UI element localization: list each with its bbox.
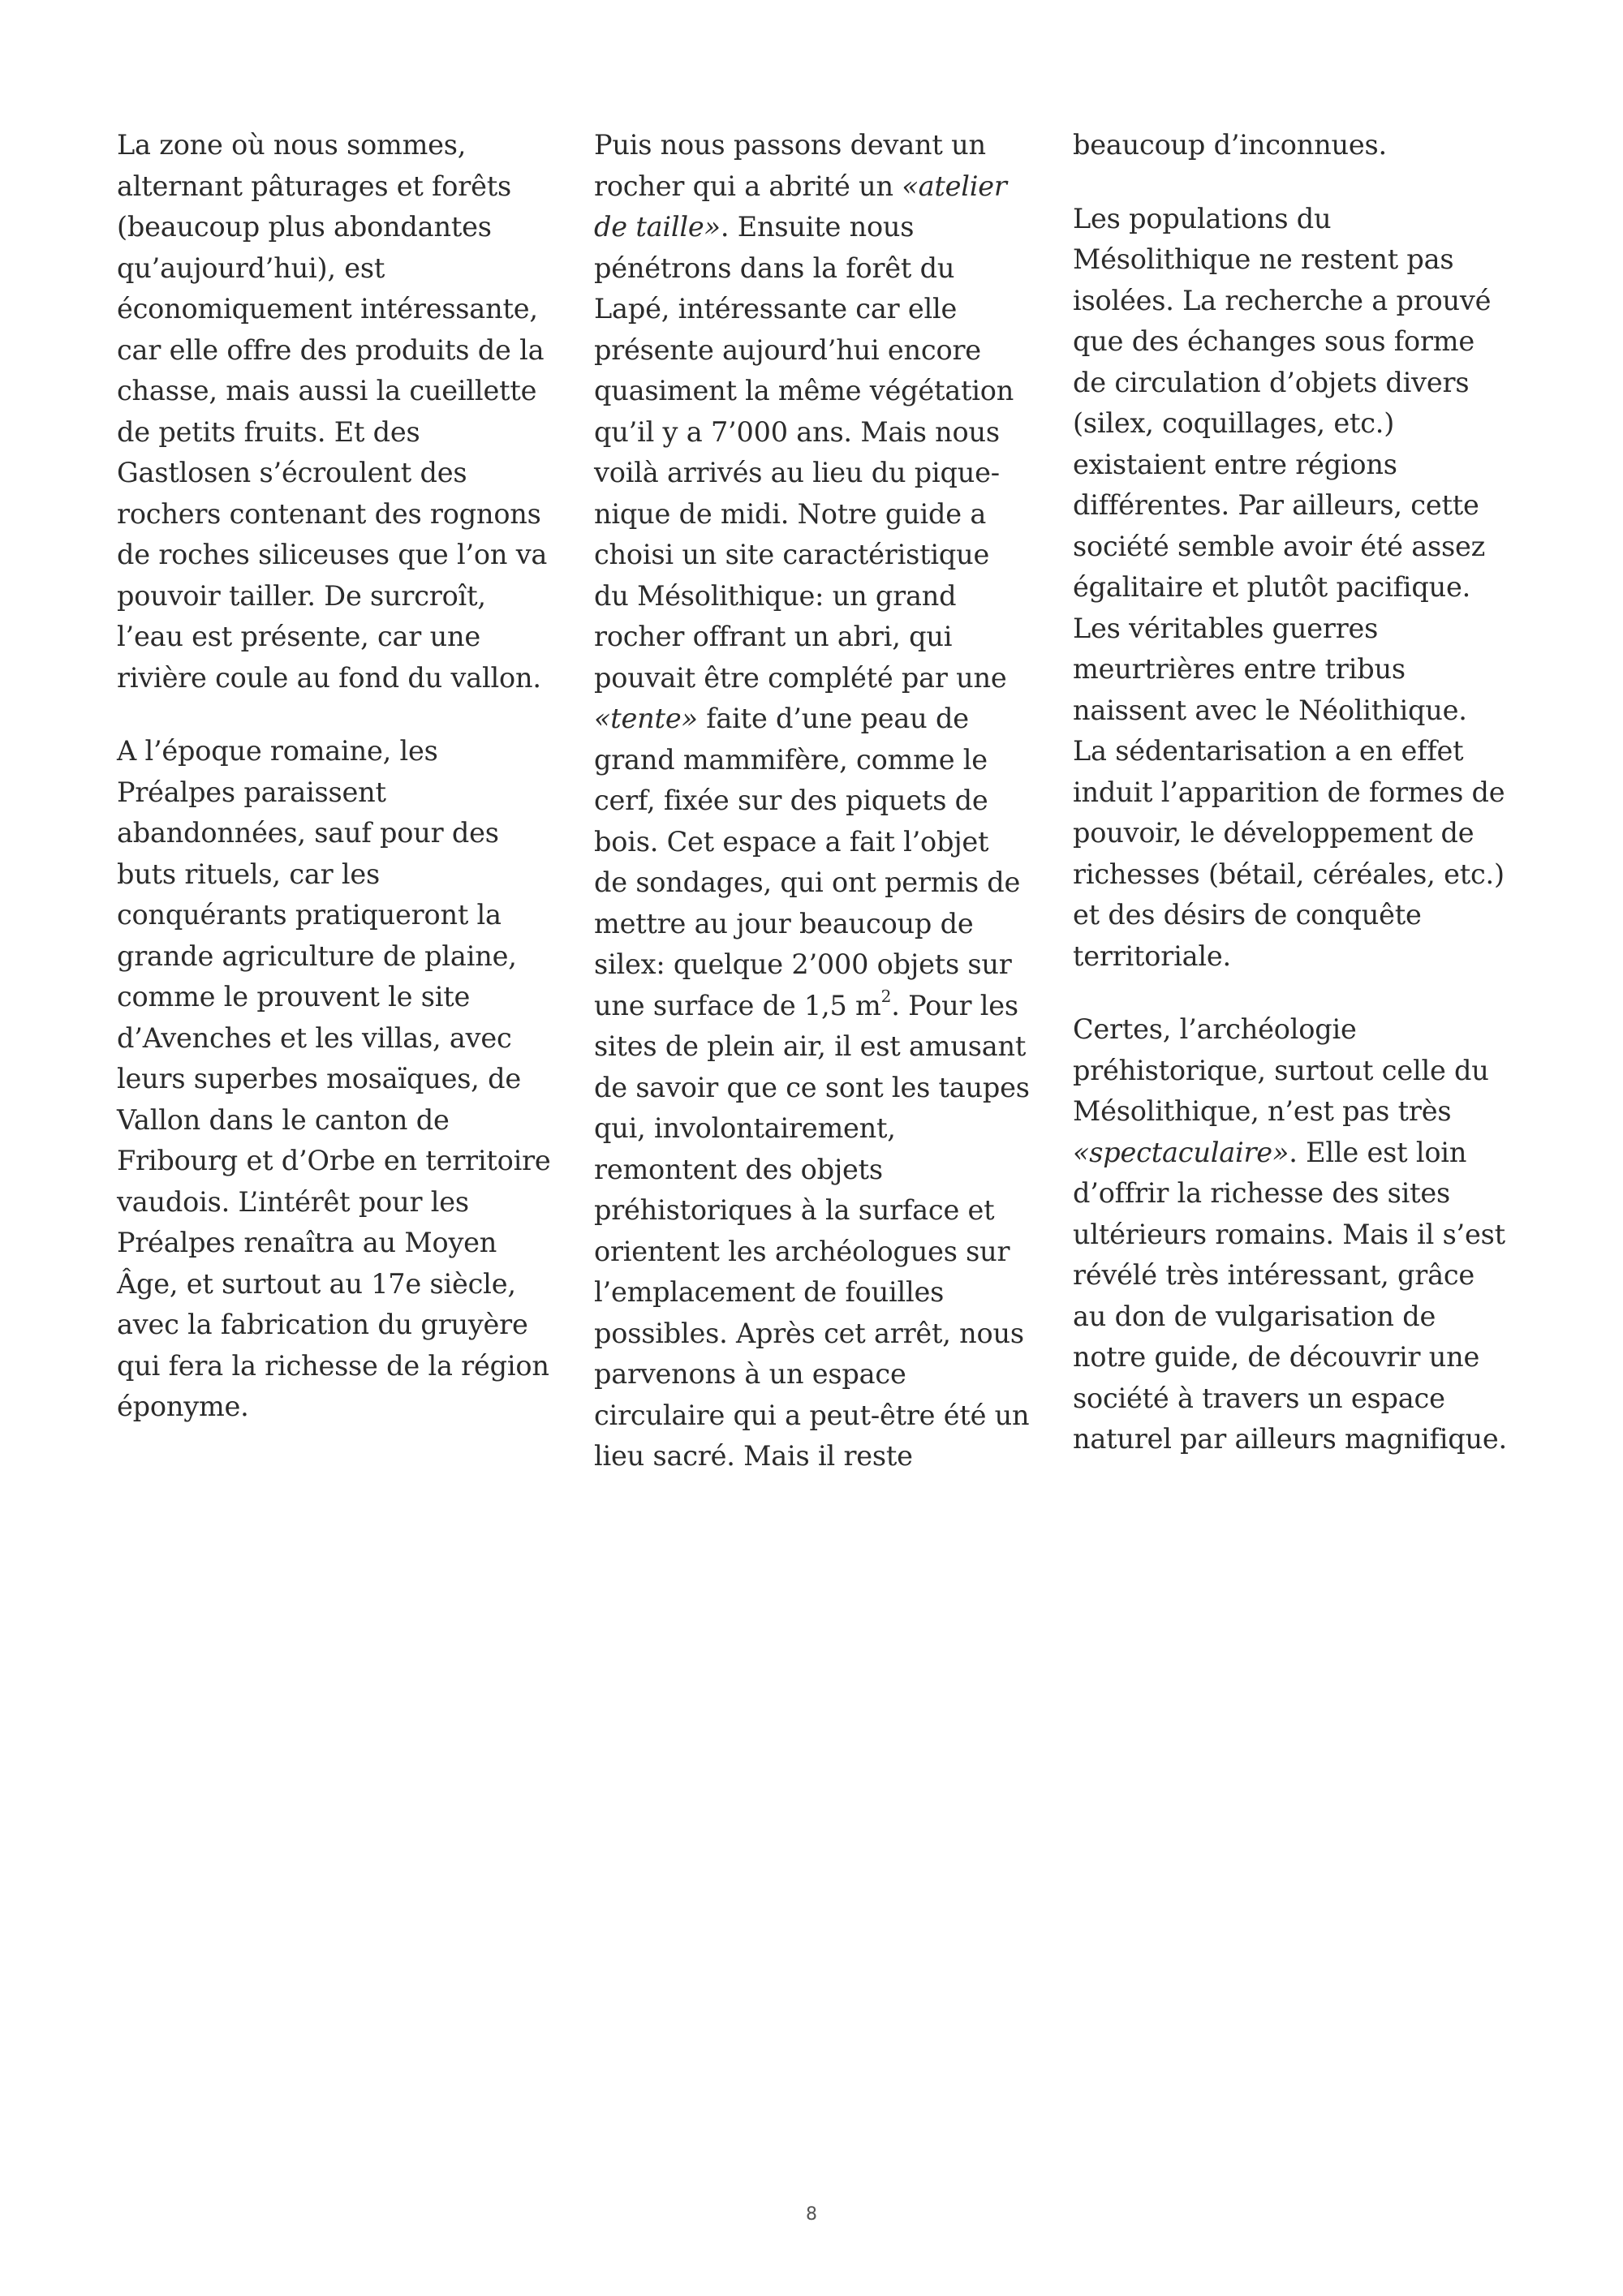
text-line [594,1150,1040,1191]
text-line [117,895,563,936]
text-line [1073,1051,1519,1092]
text-line [1073,690,1519,732]
text-run: naturel par ailleurs magnifique. [1073,1423,1507,1455]
text-run: sites de plein air, il est amusant [594,1030,1027,1062]
paragraph [1073,125,1519,166]
text-run: isolées. La recherche a prouvé [1073,284,1492,316]
text-line [1073,321,1519,363]
text-line [594,371,1040,412]
italic-text: «tente» [594,703,698,734]
text-line [1073,363,1519,404]
text-run: orientent les archéologues sur [594,1235,1010,1267]
text-run: rivière coule au fond du vallon. [117,661,541,694]
text-line [117,1305,563,1346]
text-run: préhistorique, surtout celle du [1073,1054,1489,1086]
text-line [117,1346,563,1387]
text-run: . Ensuite nous [720,211,915,243]
text-run: que des échanges sous forme [1073,325,1474,357]
text-column-2 [594,125,1040,1510]
text-line [1073,772,1519,814]
text-run: circulaire qui a peut-être été un [594,1399,1030,1431]
text-line [594,453,1040,494]
text-run: quasiment la même végétation [594,375,1014,406]
text-line [594,494,1040,535]
text-run: territoriale. [1073,939,1231,972]
text-run: économiquement intéressante, [117,293,538,325]
text-run: beaucoup d’inconnues. [1073,129,1387,161]
text-run: révélé très intéressant, grâce [1073,1259,1475,1291]
text-line [1073,567,1519,608]
text-run: nique de midi. Notre guide a [594,497,987,530]
text-line [1073,1133,1519,1174]
text-line [117,1182,563,1223]
text-line [594,699,1040,740]
text-line [117,289,563,330]
text-run: pouvait être complété par une [594,661,1007,694]
text-line [594,1026,1040,1068]
text-line [594,1190,1040,1232]
text-line [594,986,1040,1027]
text-line [594,1314,1040,1355]
text-line [117,1223,563,1264]
italic-text: «spectaculaire» [1073,1136,1289,1168]
superscript: 2 [880,986,892,1006]
paragraph [117,125,563,699]
text-line [1073,527,1519,568]
text-line [117,854,563,896]
text-run: lieu sacré. Mais il reste [594,1440,913,1472]
text-line [1073,125,1519,166]
text-line [1073,403,1519,445]
text-line [1073,1378,1519,1420]
text-run: qui fera la richesse de la région [117,1349,549,1382]
text-run: meurtrières entre tribus [1073,653,1406,685]
text-line [1073,731,1519,772]
text-line [117,1387,563,1428]
text-line [594,658,1040,699]
text-run: de sondages, qui ont permis de [594,866,1021,898]
text-run: différentes. Par ailleurs, cette [1073,489,1479,521]
text-line [1073,445,1519,486]
text-run: éponyme. [117,1391,249,1422]
text-run: au don de vulgarisation de [1073,1300,1436,1332]
text-line [117,1100,563,1142]
text-run: l’eau est présente, car une [117,621,480,652]
paragraph [117,731,563,1428]
text-run: remontent des objets [594,1153,883,1185]
text-run: Âge, et surtout au 17e siècle, [117,1267,516,1300]
page-number: 8 [806,2204,817,2225]
text-line [1073,649,1519,690]
text-run: ultérieurs romains. Mais il s’est [1073,1218,1505,1250]
text-line [117,936,563,978]
text-line [594,944,1040,986]
text-run: buts rituels, car les [117,858,381,890]
text-line [117,1018,563,1060]
text-run: cerf, fixée sur des piquets de [594,785,988,816]
text-line [117,453,563,494]
text-line [594,780,1040,822]
text-run: (silex, coquillages, etc.) [1073,407,1395,439]
text-line [594,576,1040,617]
text-run: pénétrons dans la forêt du [594,252,955,284]
text-run: rocher qui a abrité un [594,170,902,202]
text-run: . Pour les [891,989,1018,1021]
text-run: grande agriculture de plaine, [117,939,517,972]
text-line [1073,1419,1519,1460]
text-line [1073,1009,1519,1051]
text-run: l’emplacement de fouilles [594,1276,945,1308]
text-line [594,125,1040,166]
text-run: de circulation d’objets divers [1073,366,1470,398]
text-line [1073,608,1519,650]
text-run: existaient entre régions [1073,448,1397,480]
italic-text: de taille» [594,211,721,243]
text-run: avec la fabrication du gruyère [117,1309,528,1340]
text-line [594,1395,1040,1437]
text-run: préhistoriques à la surface et [594,1194,995,1226]
text-run: choisi un site caractéristique [594,539,990,570]
text-run: de savoir que ce sont les taupes [594,1071,1030,1103]
text-run: (beaucoup plus abondantes [117,211,492,243]
text-run: naissent avec le Néolithique. [1073,694,1467,726]
text-run: Les populations du [1073,202,1332,234]
text-line [1073,1296,1519,1338]
text-line [594,1354,1040,1395]
text-run: égalitaire et plutôt pacifique. [1073,571,1471,603]
text-line [1073,854,1519,896]
text-line [117,772,563,814]
text-run: pouvoir tailler. De surcroît, [117,579,486,612]
text-run: Préalpes renaîtra au Moyen [117,1227,497,1258]
text-run: . Elle est loin [1289,1136,1467,1168]
text-run: notre guide, de découvrir une [1073,1341,1480,1373]
text-run: d’Avenches et les villas, avec [117,1021,512,1054]
text-run: Préalpes paraissent [117,776,386,808]
text-run: rochers contenant des rognons [117,497,541,530]
text-column-3 [1073,125,1519,1493]
text-run: comme le prouvent le site [117,981,471,1013]
text-run: qui, involontairement, [594,1112,896,1144]
text-line [117,166,563,208]
text-line [117,731,563,772]
text-run: car elle offre des produits de la [117,333,545,366]
text-line [117,535,563,576]
text-line [594,1272,1040,1314]
text-line [594,412,1040,454]
text-line [117,494,563,535]
text-run: une surface de 1,5 m [594,989,881,1021]
text-run: société à travers un espace [1073,1382,1445,1414]
text-run: du Mésolithique: un grand [594,579,957,612]
text-run: Puis nous passons devant un [594,129,986,161]
text-line [594,535,1040,576]
text-run: vaudois. L’intérêt pour les [117,1185,469,1218]
paragraph [1073,199,1519,978]
text-run: La sédentarisation a en effet [1073,735,1464,767]
text-run: chasse, mais aussi la cueillette [117,375,537,406]
text-line [117,576,563,617]
text-line [117,330,563,372]
text-line [117,813,563,854]
text-line [117,248,563,290]
text-run: Certes, l’archéologie [1073,1013,1357,1045]
text-run: de petits fruits. Et des [117,415,420,448]
text-run: qu’il y a 7’000 ans. Mais nous [594,415,1000,448]
text-run: richesses (bétail, céréales, etc.) [1073,858,1505,890]
text-line [594,862,1040,904]
text-run: société semble avoir été assez [1073,530,1486,562]
text-run: rocher offrant un abri, qui [594,621,953,652]
text-column-1 [117,125,563,1460]
text-run: Fribourg et d’Orbe en territoire [117,1145,551,1176]
text-run: voilà arrivés au lieu du pique- [594,457,1000,488]
text-run: Vallon dans le canton de [117,1103,450,1136]
text-line [117,125,563,166]
text-run: qu’aujourd’hui), est [117,252,385,284]
text-run: Mésolithique ne restent pas [1073,243,1454,275]
text-run: Les véritables guerres [1073,612,1379,644]
text-run: Gastlosen s’écroulent des [117,457,467,488]
text-line [117,1059,563,1100]
text-line [594,904,1040,945]
text-run: leurs superbes mosaïques, de [117,1063,521,1094]
text-line [1073,1091,1519,1133]
text-run: conquérants pratiqueront la [117,899,502,931]
text-line [1073,813,1519,854]
text-run: Lapé, intéressante car elle [594,293,958,325]
text-line [594,1068,1040,1109]
paragraph [1073,1009,1519,1460]
text-line [594,740,1040,781]
text-line [1073,1255,1519,1296]
text-run: d’offrir la richesse des sites [1073,1177,1451,1209]
text-line [1073,1215,1519,1256]
text-line [594,248,1040,290]
text-run: parvenons à un espace [594,1358,906,1390]
text-line [594,1232,1040,1273]
text-line [594,207,1040,248]
text-line [594,1436,1040,1477]
text-line [117,207,563,248]
text-run: possibles. Après cet arrêt, nous [594,1317,1024,1349]
text-run: bois. Cet espace a fait l’objet [594,825,989,858]
text-line [1073,485,1519,527]
text-line [594,617,1040,658]
text-run: La zone où nous sommes, [117,129,467,161]
text-run: A l’époque romaine, les [117,735,438,767]
text-line [1073,199,1519,240]
text-line [117,617,563,658]
text-line [594,1108,1040,1150]
text-line [1073,1337,1519,1378]
italic-text: «atelier [902,170,1007,202]
text-run: pouvoir, le développement de [1073,817,1474,849]
paragraph [594,125,1040,1477]
text-run: silex: quelque 2’000 objets sur [594,948,1012,980]
text-line [117,371,563,412]
text-line [117,658,563,699]
text-run: induit l’apparition de formes de [1073,776,1505,808]
text-run: abandonnées, sauf pour des [117,817,499,849]
text-run: Mésolithique, n’est pas très [1073,1095,1452,1127]
text-line [117,1264,563,1305]
text-run: mettre au jour beaucoup de [594,907,974,939]
text-run: présente aujourd’hui encore [594,333,981,366]
text-line [594,166,1040,208]
text-run: alternant pâturages et forêts [117,170,511,202]
text-run: de roches siliceuses que l’on va [117,539,548,570]
text-line [117,412,563,454]
text-line [1073,1173,1519,1215]
text-line [1073,895,1519,936]
text-line [594,289,1040,330]
text-run: grand mammifère, comme le [594,743,988,776]
text-line [117,977,563,1018]
text-run: faite d’une peau de [697,703,969,734]
text-line [1073,281,1519,322]
text-run: et des désirs de conquête [1073,899,1422,931]
text-line [594,330,1040,372]
text-line [1073,239,1519,281]
text-line [594,822,1040,863]
text-line [1073,936,1519,978]
text-line [117,1141,563,1182]
